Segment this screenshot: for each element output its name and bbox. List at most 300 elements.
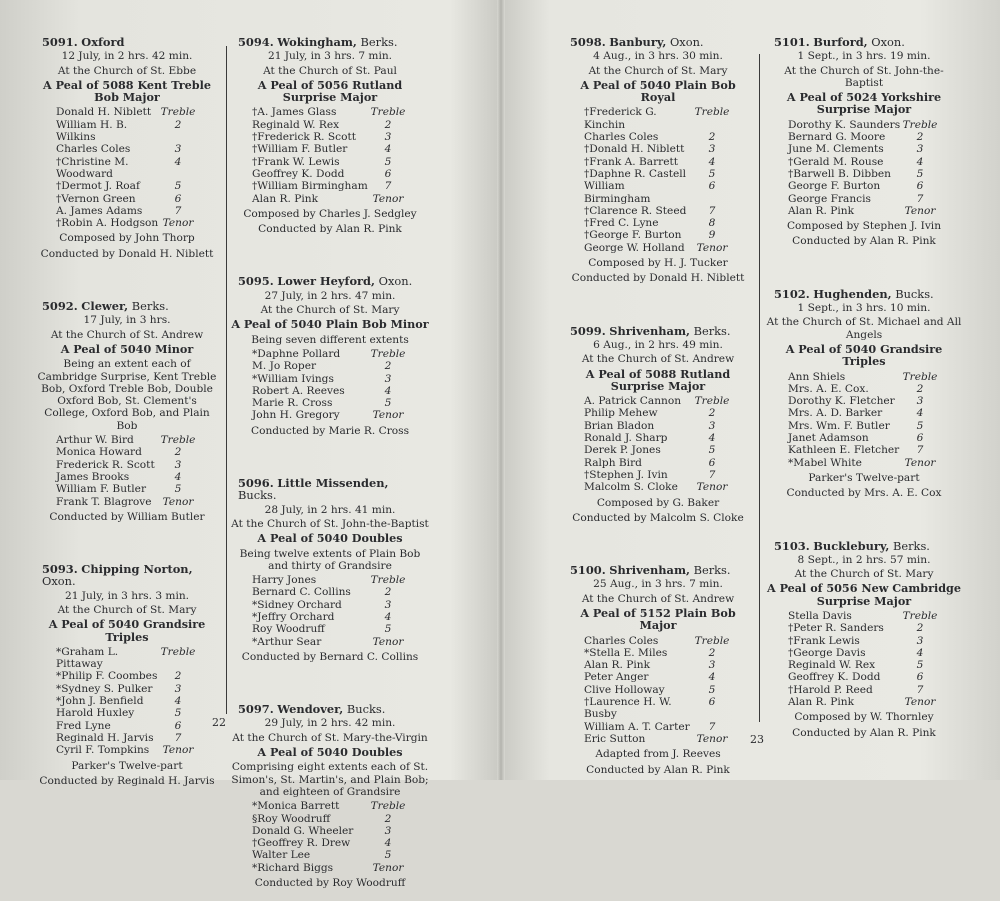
ringer-name: Alan R. Pink [788,204,855,217]
peal-record [34,300,220,523]
peal-place: Banbury, [609,35,667,49]
ringer-row [34,720,220,732]
peal-date: 12 July, in 2 hrs. 42 min. [61,50,193,63]
ringer-name: †Frank Lewis [788,634,860,647]
peal-footer: Conducted by Alan R. Pink [792,235,936,248]
peal-number: 5095. [238,274,274,289]
peal-place: Hughenden, [813,286,892,301]
peal-footer: Conducted by William Butler [49,510,205,523]
ringer-bell: 3 [174,682,182,695]
ringer-name: *Sydney S. Pulker [56,682,153,695]
ringer-bell: Tenor [372,861,404,874]
ringer-bell: 3 [384,372,392,385]
ringer-bell: 4 [916,155,924,168]
peal-date: 21 July, in 3 hrs. 3 min. [64,589,190,602]
ringer-name: George F. Burton [788,180,881,193]
ringer-bell: 8 [708,217,716,230]
ringer-row [766,659,962,671]
ringer-row [766,383,962,395]
ringer-row [562,671,754,683]
ringer-name: †George F. Burton [584,229,682,242]
ringer-name: Clive Holloway [584,683,665,696]
ringer-row [230,143,430,155]
ringer-bell: 7 [174,204,182,217]
ringer-bell: 4 [384,610,392,623]
ringer-row [562,106,754,131]
ringer-name: †Geoffrey R. Drew [252,837,351,850]
ringer-bell: Treble [370,574,406,587]
ringer-row [562,205,754,217]
ringer-row [34,446,220,458]
ringer-row [766,131,962,143]
peal-place: Shrivenham, [609,563,690,578]
peal-record [766,288,962,500]
ringer-name: Alan R. Pink [584,659,651,672]
ringer-name: *Sidney Orchard [252,598,342,611]
peal-church: At the Church of St. Ebbe [57,64,197,77]
peal-date: 1 Sept., in 3 hrs. 19 min. [797,50,931,63]
peal-heading [562,325,754,337]
ringer-bell: Treble [902,118,938,131]
ringer-name: †Laurence H. W. Busby [584,696,672,721]
ringer-name: *Jeffry Orchard [252,610,335,623]
ringer-name: Charles Coles [584,131,659,144]
ringer-bell: 5 [384,397,392,410]
ringer-bell: Tenor [372,635,404,648]
ringer-row [34,434,220,446]
ringer-bell: Treble [694,395,730,408]
book-gutter [497,0,505,780]
peal-place: Clewer, [81,299,129,314]
column-1 [34,36,220,799]
peal-county: Oxon. [669,35,704,49]
ringer-row [34,143,220,155]
ringer-row [562,647,754,659]
peal-number: 5092. [42,299,78,314]
ringer-name: Arthur W. Bird [56,434,134,447]
ringer-name: Donald G. Wheeler [252,824,354,837]
ringer-name: James Brooks [56,470,130,483]
ringer-row [562,407,754,419]
peal-heading [766,36,962,48]
peal-footer: Composed by Stephen J. Ivin [786,220,942,233]
ringer-row [34,683,220,695]
ringer-bell: 3 [708,419,716,432]
ringer-name: †Peter R. Sanders [788,622,884,635]
ringer-row [230,611,430,623]
ringer-name: William Birmingham [584,180,651,205]
ringer-bell: 5 [916,419,924,432]
peal-church: At the Church of St. Mary [260,304,400,317]
ringer-row [766,696,962,708]
ringer-name: Dorothy K. Saunders [788,118,901,131]
peal-date: 25 Aug., in 3 hrs. 7 min. [593,578,723,591]
ringer-row [766,193,962,205]
ringer-bell: 7 [708,720,716,733]
peal-church: At the Church of St. Andrew [581,592,735,605]
ringer-row [766,444,962,456]
ringer-bell: Treble [370,106,406,119]
ringer-bell: 2 [708,131,716,144]
ringer-bell: Treble [902,609,938,622]
ringer-row [34,670,220,682]
ringer-row [230,131,430,143]
ringer-bell: 4 [916,407,924,420]
ringer-bell: 3 [916,634,924,647]
peal-footer: Conducted by Bernard C. Collins [241,650,419,663]
ringer-bell: Tenor [162,744,194,757]
peal-number: 5097. [238,702,274,717]
ringer-name: *Daphne Pollard [252,347,341,360]
peal-title: A Peal of 5056 Rutland Surprise Major [257,77,403,105]
peal-church: At the Church of St. John-the-Baptist [784,64,944,89]
ringer-bell: 6 [708,696,716,709]
peal-record [230,477,430,663]
column-4 [766,36,962,751]
ringer-name: *William Ivings [252,372,334,385]
column-3 [562,36,754,788]
ringer-name: Harold Huxley [56,707,135,720]
column-2 [230,36,430,901]
ringer-row [230,862,430,874]
ringer-name: Frederick R. Scott [56,458,155,471]
ringer-row [766,407,962,419]
peal-title: A Peal of 5040 Plain Bob Minor [231,317,429,332]
ringer-name: Janet Adamson [788,432,869,445]
peal-footer: Conducted by Roy Woodruff [254,877,406,890]
ringer-row [230,586,430,598]
ringer-row [230,837,430,849]
ringer-name: §Roy Woodruff [252,812,331,825]
ringer-row [766,610,962,622]
peal-county: Berks. [693,563,731,578]
peal-date: 17 July, in 3 hrs. [83,314,171,327]
ringer-name: *Stella E. Miles [584,646,668,659]
ringer-name: †A. James Glass [252,106,337,119]
ringer-name: George W. Holland [584,241,685,254]
ringer-name: †Donald H. Niblett [584,143,685,156]
ringer-name: †Daphne R. Castell [584,167,687,180]
ringer-bell: 4 [384,384,392,397]
ringer-row [230,106,430,118]
ringer-name: †Frank A. Barrett [584,155,679,168]
ringer-row [766,205,962,217]
peal-county: Oxon. [42,574,76,589]
page-number-right: 23 [750,733,764,746]
ringer-bell: 4 [708,432,716,445]
ringer-name: †George Davis [788,646,866,659]
ringer-name: *Monica Barrett [252,800,340,813]
ringer-name: Mrs. A. E. Cox. [788,382,869,395]
peal-heading [34,300,220,312]
ringer-bell: Tenor [904,456,936,469]
ringer-bell: 2 [916,131,924,144]
ringer-bell: Treble [370,347,406,360]
ringer-name: Bernard C. Collins [252,586,351,599]
ringer-row [34,471,220,483]
ringer-bell: Tenor [372,409,404,422]
peal-title: A Peal of 5056 New Cambridge Surprise Major [767,581,961,608]
ringer-row [34,744,220,756]
ringer-row [230,385,430,397]
ringer-name: A. James Adams [56,204,143,217]
ringer-row [230,623,430,635]
ringer-bell: Tenor [696,241,728,254]
ringer-row [766,156,962,168]
peal-church: At the Church of St. Mary-the-Virgin [232,731,428,744]
peal-footer: Composed by John Thorp [59,232,195,245]
ringer-name: †Clarence R. Steed [584,204,687,217]
ringer-row [34,119,220,144]
ringer-name: †Stephen J. Ivin [584,468,668,481]
ringer-bell: 3 [916,143,924,156]
ringer-name: Marie R. Cross [252,397,333,410]
peal-note: Being an extent each of Cambridge Surprise, Kent Treble Bob, Oxford Treble Bob, Double Oxford Bob, St. Clement's College, Oxford Bob, and Plain Bob [37,358,217,432]
peal-date: 27 July, in 2 hrs. 47 min. [264,289,396,302]
ringer-name: †Gerald M. Rouse [788,155,884,168]
ringer-bell: 6 [708,180,716,193]
ringer-row [230,360,430,372]
peal-record [34,563,220,787]
ringer-bell: 5 [384,849,392,862]
ringer-row [562,659,754,671]
peal-place: Wendover, [277,702,344,717]
ringer-row [562,180,754,205]
ringer-name: Derek P. Jones [584,444,661,457]
ringer-bell: Treble [694,634,730,647]
ringer-name: Reginald H. Jarvis [56,731,154,744]
peal-record [230,36,430,235]
ringer-row [230,636,430,648]
ringer-row [230,800,430,812]
ringer-bell: 4 [708,155,716,168]
peal-date: 28 July, in 2 hrs. 41 min. [264,503,396,516]
peal-footer: Composed by G. Baker [596,496,720,509]
ringer-bell: Tenor [372,192,404,205]
peal-church: At the Church of St. Mary [588,64,728,77]
peal-church: At the Church of St. Paul [263,64,397,77]
peal-number: 5103. [774,538,810,553]
peal-record [230,275,430,437]
ringer-row [562,696,754,721]
ringer-name: *Graham L. Pittaway [56,645,119,671]
ringer-name: George Francis [788,192,871,205]
peal-date: 29 July, in 2 hrs. 42 min. [264,717,396,730]
peal-place: Shrivenham, [609,323,690,338]
ringer-bell: Treble [694,106,730,119]
peal-county: Bucks. [346,702,386,717]
ringer-bell: 5 [174,707,182,720]
ringer-name: Harry Jones [252,574,317,587]
ringer-name: †Frederick R. Scott [252,131,356,144]
ringer-row [562,481,754,493]
ringer-bell: 4 [174,695,182,708]
ringer-name: *John J. Benfield [56,695,144,708]
ringer-bell: 2 [916,382,924,395]
ringer-bell: 6 [708,456,716,469]
page-number-left: 22 [212,716,226,729]
ringer-name: Eric Sutton [584,732,646,745]
peal-record [34,36,220,260]
ringer-bell: Treble [160,106,196,119]
ringer-row [766,671,962,683]
ringer-row [34,459,220,471]
ringer-name: June M. Clements [788,143,884,156]
ringer-bell: 4 [708,671,716,684]
ringer-row [562,733,754,745]
ringer-row [34,707,220,719]
ringer-name: †William Birmingham [252,180,368,193]
ringer-bell: 7 [916,683,924,696]
ringer-row [562,635,754,647]
peal-footer: Composed by Charles J. Sedgley [243,207,417,220]
peal-place: Chipping Norton, [81,562,193,577]
ringer-name: William A. T. Carter [584,720,690,733]
ringer-name: Walter Lee [252,849,311,862]
peal-record [562,564,754,776]
ringer-row [562,131,754,143]
ringer-bell: 6 [916,671,924,684]
peal-county: Oxon. [378,274,413,289]
ringer-row [562,217,754,229]
ringer-bell: 6 [384,167,392,180]
ringer-name: Dorothy K. Fletcher [788,395,895,408]
peal-footer: Conducted by Reginald H. Jarvis [39,774,215,787]
peal-place: Little Missenden, [277,476,389,491]
ringer-name: †Frederick G. Kinchin [584,106,657,131]
ringer-name: *Richard Biggs [252,861,334,874]
ringer-bell: 6 [174,719,182,732]
peal-number: 5091. [42,35,78,49]
peal-title: A Peal of 5040 Grandsire Triples [48,617,206,644]
ringer-bell: 7 [174,731,182,744]
ringer-name: †Fred C. Lyne [584,217,659,230]
ringer-bell: 2 [174,670,182,683]
ringer-name: Charles Coles [584,634,659,647]
peal-heading [562,36,754,48]
peal-church: At the Church of St. Andrew [581,353,735,366]
peal-number: 5099. [570,323,606,338]
peal-county: Oxon. [871,35,905,49]
peal-title: A Peal of 5024 Yorkshire Surprise Major [786,90,942,117]
ringer-bell: Tenor [904,204,936,217]
ringer-row [230,180,430,192]
ringer-bell: 6 [916,180,924,193]
ringer-bell: 6 [174,192,182,205]
ringer-name: Charles Coles [56,143,131,156]
peal-title: A Peal of 5040 Doubles [257,745,403,760]
peal-church: At the Church of St. Mary [57,603,197,616]
ringer-row [34,156,220,181]
ringer-name: Monica Howard [56,446,142,459]
ringer-row [766,635,962,647]
peal-number: 5100. [570,563,606,578]
peal-footer: Adapted from J. Reeves [595,748,721,761]
peal-record [766,540,962,739]
ringer-bell: 3 [708,659,716,672]
ringer-bell: 6 [916,432,924,445]
peal-date: 6 Aug., in 2 hrs. 49 min. [593,338,723,351]
ringer-row [230,813,430,825]
ringer-name: †William F. Butler [252,143,348,156]
ringer-name: †Robin A. Hodgson [56,217,159,230]
ringer-bell: 7 [384,180,392,193]
ringer-row [766,457,962,469]
ringer-bell: 2 [708,407,716,420]
ringer-name: †Dermot J. Roaf [56,180,140,193]
ringer-bell: 5 [174,483,182,496]
peal-record [766,36,962,248]
peal-footer: Composed by W. Thornley [794,711,934,724]
ringer-row [562,229,754,241]
ringer-bell: 5 [916,167,924,180]
ringer-name: Mrs. Wm. F. Butler [788,419,890,432]
ringer-row [230,849,430,861]
peal-date: 21 July, in 3 hrs. 7 min. [267,50,393,63]
ringer-row [230,119,430,131]
ringer-name: Ann Shiels [788,370,846,383]
ringer-row [562,156,754,168]
ringer-name: Alan R. Pink [788,696,855,709]
ringer-name: John H. Gregory [252,409,340,422]
ringer-name: Geoffrey K. Dodd [788,671,881,684]
ringer-bell: Tenor [162,217,194,230]
peal-footer: Parker's Twelve-part [71,759,183,772]
ringer-row [230,168,430,180]
ringer-row [34,180,220,192]
ringer-name: William F. Butler [56,483,147,496]
ringer-name: †Vernon Green [56,192,136,205]
peal-heading [34,563,220,588]
peal-title: A Peal of 5040 Plain Bob Royal [580,77,736,105]
ringer-bell: 3 [174,458,182,471]
ringer-name: M. Jo Roper [252,360,317,373]
peal-heading [562,564,754,576]
ringer-row [230,825,430,837]
ringer-row [766,371,962,383]
ringer-bell: 2 [384,360,392,373]
peal-record [562,36,754,285]
ringer-bell: 5 [708,167,716,180]
ringer-row [766,432,962,444]
ringer-bell: Tenor [696,732,728,745]
peal-heading [230,275,430,287]
ringer-name: Alan R. Pink [252,192,319,205]
peal-heading [230,703,430,715]
peal-county: Bucks. [238,488,277,503]
peal-number: 5093. [42,562,78,577]
peal-heading [766,288,962,300]
ringer-name: *Philip F. Coombes [56,670,158,683]
ringer-row [766,395,962,407]
ringer-name: Cyril F. Tompkins [56,744,150,757]
peal-title: A Peal of 5088 Kent Treble Bob Major [43,77,211,105]
peal-number: 5098. [570,35,606,49]
ringer-bell: 5 [174,180,182,193]
ringer-bell: 5 [708,683,716,696]
peal-number: 5102. [774,286,810,301]
ringer-name: Philip Mehew [584,407,658,420]
peal-note: Being seven different extents [251,333,409,346]
ringer-name: Reginald W. Rex [252,118,340,131]
peal-heading [766,540,962,552]
peal-church: At the Church of St. Michael and All Angels [766,316,962,341]
ringer-bell: Treble [160,645,196,658]
ringer-name: Malcolm S. Cloke [584,481,678,494]
peal-county: Berks. [892,538,930,553]
peal-date: 4 Aug., in 3 hrs. 30 min. [593,50,723,63]
peal-number: 5094. [238,35,274,49]
